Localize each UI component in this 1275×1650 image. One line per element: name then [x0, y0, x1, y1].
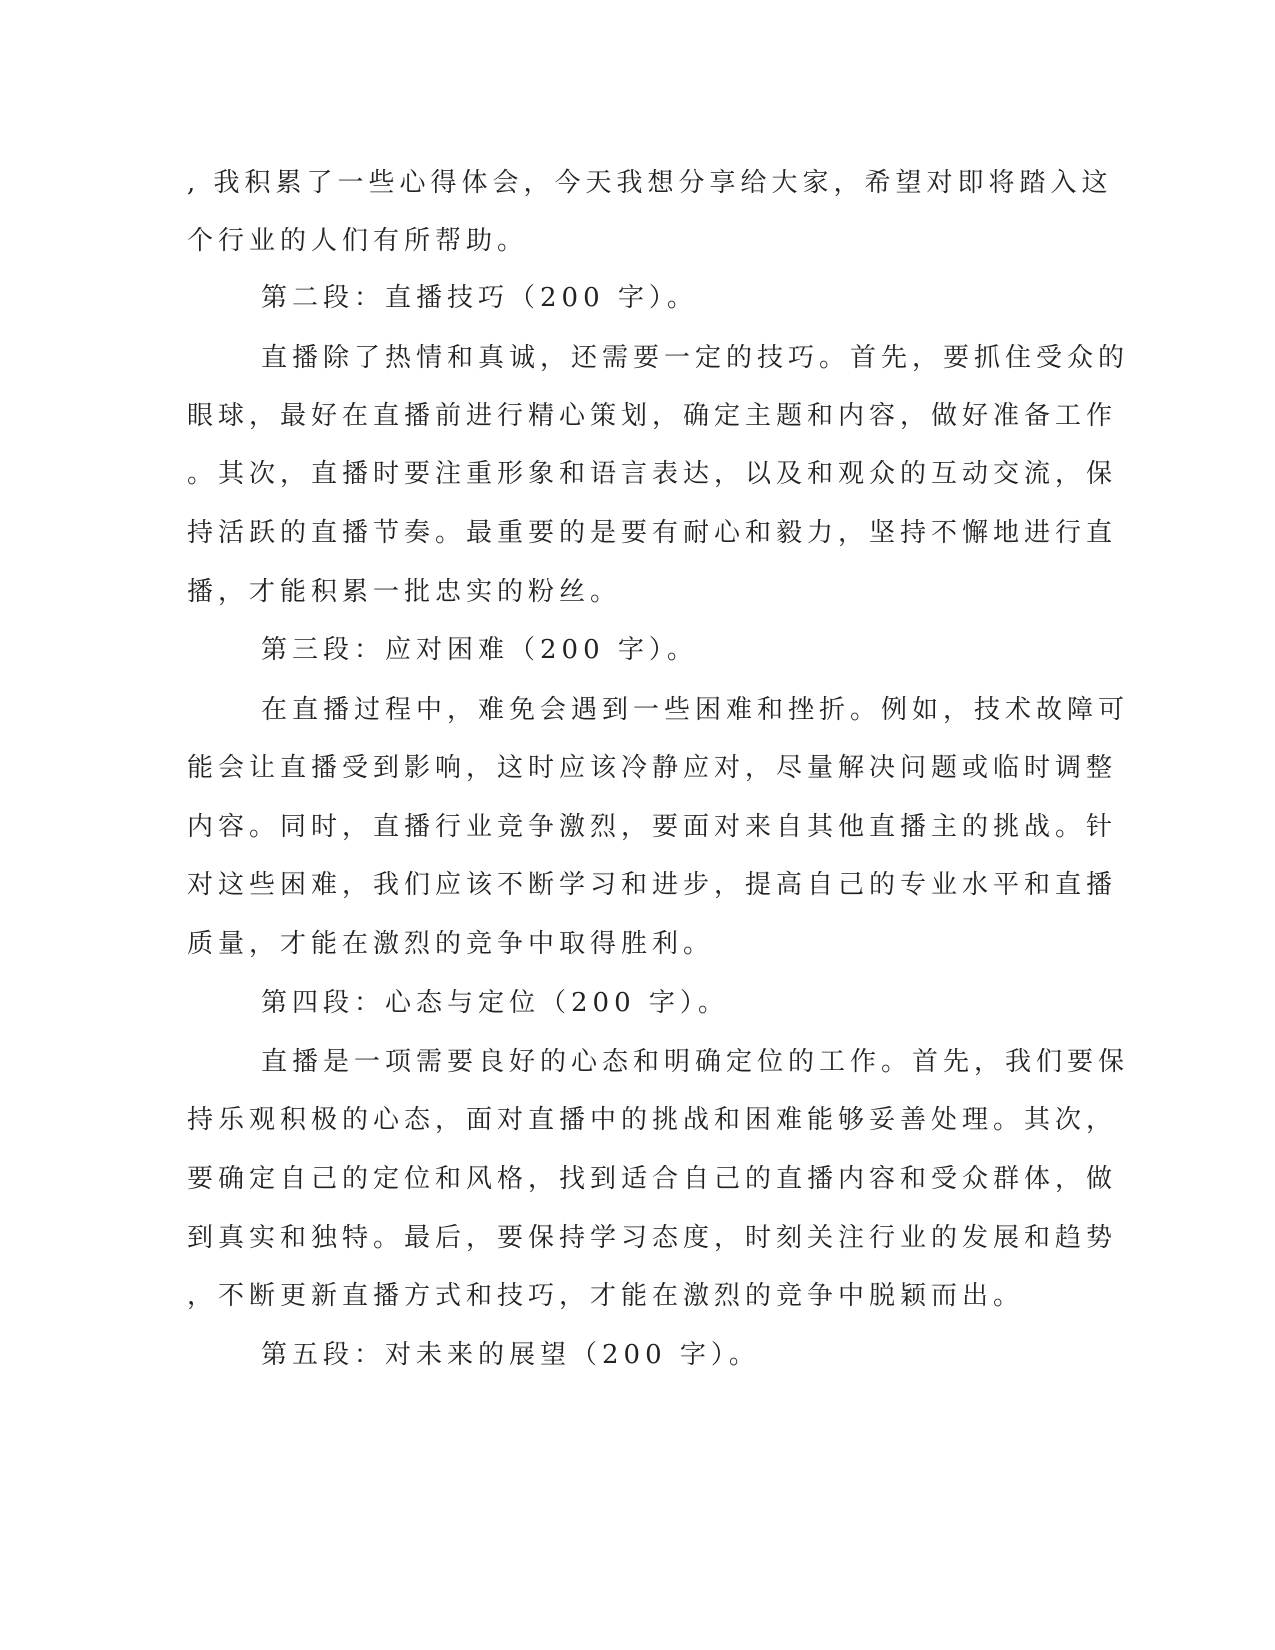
paragraph-line: 内容。同时，直播行业竞争激烈，要面对来自其他直播主的挑战。针	[187, 812, 1118, 842]
paragraph-line: 直播是一项需要良好的心态和明确定位的工作。首先，我们要保	[261, 1047, 1130, 1077]
paragraph-line: 直播除了热情和真诚，还需要一定的技巧。首先，要抓住受众的	[261, 343, 1130, 373]
paragraph-line: , 我积累了一些心得体会，今天我想分享给大家，希望对即将踏入这	[187, 168, 1113, 198]
paragraph-line: 在直播过程中，难免会遇到一些困难和挫折。例如，技术故障可	[261, 695, 1130, 725]
paragraph-line: ，不断更新直播方式和技巧，才能在激烈的竞争中脱颖而出。	[187, 1281, 1025, 1311]
paragraph-line: 质量，才能在激烈的竞争中取得胜利。	[187, 929, 715, 959]
section-heading-4: 第四段：心态与定位（200 字）。	[261, 988, 729, 1018]
paragraph-line: 。其次，直播时要注重形象和语言表达，以及和观众的互动交流，保	[187, 459, 1118, 489]
paragraph-line: 持乐观积极的心态，面对直播中的挑战和困难能够妥善处理。其次，	[187, 1105, 1118, 1135]
paragraph-line: 到真实和独特。最后，要保持学习态度，时刻关注行业的发展和趋势	[187, 1223, 1118, 1253]
section-heading-2: 第二段：直播技巧（200 字）。	[261, 283, 698, 313]
paragraph-line: 持活跃的直播节奏。最重要的是要有耐心和毅力，坚持不懈地进行直	[187, 518, 1118, 548]
paragraph-line: 对这些困难，我们应该不断学习和进步，提高自己的专业水平和直播	[187, 870, 1118, 900]
paragraph-line: 能会让直播受到影响，这时应该冷静应对，尽量解决问题或临时调整	[187, 753, 1118, 783]
paragraph-line: 播，才能积累一批忠实的粉丝。	[187, 577, 622, 607]
section-heading-3: 第三段：应对困难（200 字）。	[261, 635, 698, 665]
paragraph-line: 要确定自己的定位和风格，找到适合自己的直播内容和受众群体，做	[187, 1164, 1118, 1194]
paragraph-line: 眼球，最好在直播前进行精心策划，确定主题和内容，做好准备工作	[187, 401, 1118, 431]
paragraph-line: 个行业的人们有所帮助。	[187, 226, 529, 256]
section-heading-5: 第五段：对未来的展望（200 字）。	[261, 1340, 760, 1370]
